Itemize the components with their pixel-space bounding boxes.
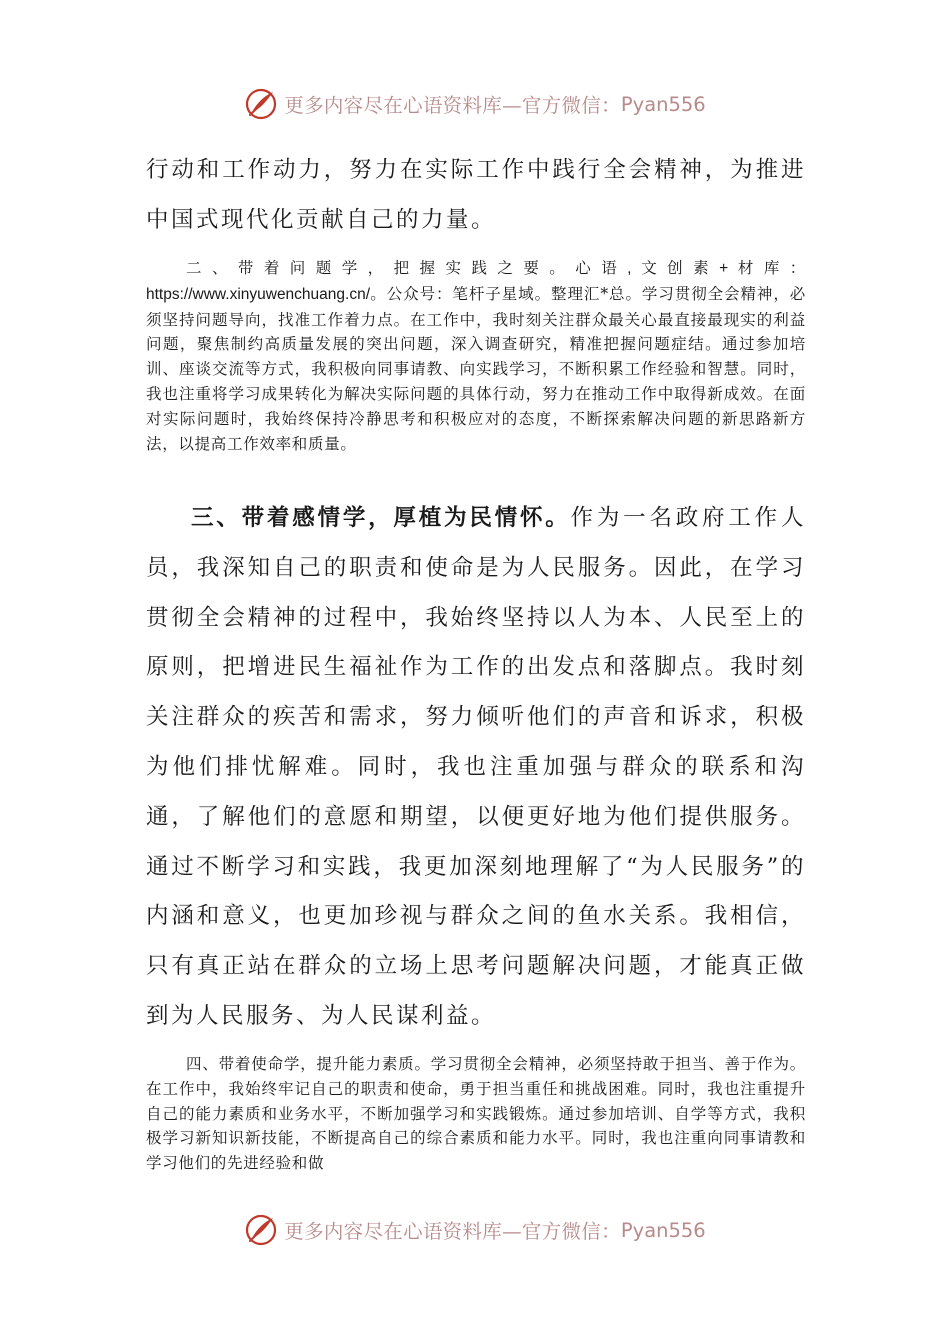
watermark-text: 更多内容尽在心语资料库—官方微信： [284, 1220, 621, 1243]
section-two-mid2: 材库： [728, 259, 806, 277]
watermark-wechat-id: Pyan556 [620, 92, 706, 116]
section-two-body: 。公众号：笔杆子星域。整理汇*总。学习贯彻全会精神，必须坚持问题导向，找准工作着力点。在工作中，我时刻关注群众最关心最直接最现实的利益问题，聚焦制约高质量发展的突出问题，深入调查研究，精准把握问题症结。通过参加培训、座谈交流等方式，我积极向同事请教、向实践学习，不断积累工作经验和智慧。同时，我也注重将学习成果转化为解决实际问题的具体行动，努力在推动工作中取得新成效。在面对实际问题时，我始终保持冷静思考和积极应对的态度，不断探索解决问题的新思路新方法，以提高工作效率和质量。 [146, 284, 806, 453]
watermark-wechat-id: Pyan556 [620, 1218, 706, 1242]
paragraph-continuation: 行动和工作动力，努力在实际工作中践行全会精神，为推进中国式现代化贡献自己的力量。 [146, 157, 806, 233]
quill-logo-icon [244, 1213, 278, 1247]
quill-logo-icon [244, 87, 278, 121]
section-two-url-host: www.xinyuwenchuang.cn/ [192, 285, 371, 303]
section-two-plus: + [719, 260, 729, 277]
section-four-body: 四、带着使命学，提升能力素质。学习贯彻全会精神，必须坚持敢于担当、善于作为。在工作中，我始终牢记自己的职责和使命，勇于担当重任和挑战困难。同时，我也注重提升自己的能力素质和业务水平，不断加强学习和实践锻炼。通过参加培训、自学等方式，我积极学习新知识新技能，不断提高自己的综合素质和能力水平。同时，我也注重向同事请教和学习他们的先进经验和做 [146, 1055, 806, 1173]
section-two-separator: , [627, 260, 632, 277]
section-two-url-scheme: https:// [146, 285, 193, 303]
paragraph-section-two [146, 256, 806, 456]
section-three-heading: 三、带着感情学，厚植为民情怀。 [191, 505, 571, 531]
section-two-lead: 二、带着问题学，把握实践之要。心语 [186, 259, 628, 277]
section-two-mid: 文创素 [631, 259, 720, 277]
watermark-text: 更多内容尽在心语资料库—官方微信： [284, 94, 621, 117]
paragraph-section-three [146, 494, 806, 1042]
section-three-body: 作为一名政府工作人员，我深知自己的职责和使命是为人民服务。因此，在学习贯彻全会精神的过程中，我始终坚持以人为本、人民至上的原则，把增进民生福祉作为工作的出发点和落脚点。我时刻关注群众的疾苦和需求，努力倾听他们的声音和诉求，积极为他们排忧解难。同时，我也注重加强与群众的联系和沟通，了解他们的意愿和期望，以便更好地为他们提供服务。通过不断学习和实践，我更加深刻地理解了“为人民服务”的内涵和意义，也更加珍视与群众之间的鱼水关系。我相信，只有真正站在群众的立场上思考问题解决问题，才能真正做到为人民服务、为人民谋利益。 [146, 505, 806, 1029]
header-watermark [0, 84, 950, 124]
paragraph-section-four [146, 1052, 806, 1176]
footer-watermark [0, 1210, 950, 1250]
